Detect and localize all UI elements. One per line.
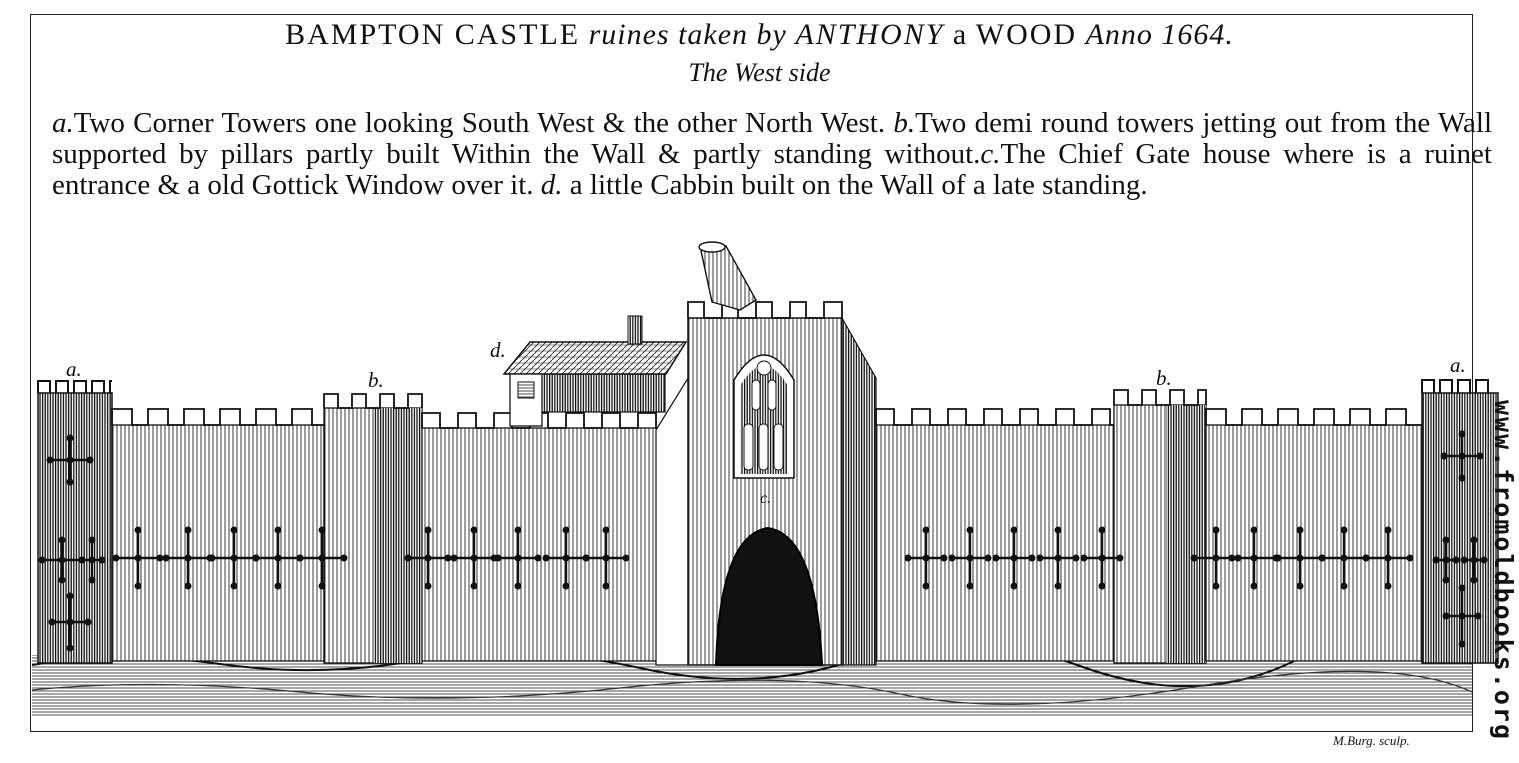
legend-text-c: The Chief Gate house where is a ruinet entrance & a old Gottick Window over it. xyxy=(52,138,1492,201)
title-year: Anno 1664. xyxy=(1085,18,1234,51)
label-c: c. xyxy=(760,490,772,507)
title-author-last: WOOD xyxy=(975,18,1078,51)
label-b-right: b. xyxy=(1156,366,1172,390)
legend-text-a: Two Corner Towers one looking South West & the other North West. xyxy=(73,107,886,139)
label-a-right: a. xyxy=(1450,353,1466,377)
label-a-left: a. xyxy=(66,357,82,381)
left-demi-round-tower xyxy=(324,394,422,663)
left-inner-wall xyxy=(422,413,666,661)
title-author-particle: a xyxy=(952,18,968,51)
legend-text-b: Two demi round towers jetting out from the Wall supported by pillars partly built Within the Wall & partly standing without. xyxy=(52,107,1493,170)
title-castle-name: BAMPTON CASTLE xyxy=(285,18,581,51)
engraving-subtitle: The West side xyxy=(688,58,831,87)
cabin-on-wall xyxy=(504,316,686,426)
left-curtain-wall xyxy=(112,409,324,661)
label-d: d. xyxy=(490,338,506,362)
site-watermark: www.fromoldbooks.org xyxy=(1489,400,1518,742)
right-inner-wall xyxy=(876,409,1114,661)
engraver-signature: M.Burg. sculp. xyxy=(1333,733,1410,748)
gate-house xyxy=(656,242,876,665)
right-demi-round-tower xyxy=(1114,390,1206,663)
legend-key-b: b. xyxy=(893,107,916,139)
legend-key-a: a. xyxy=(52,107,74,139)
label-b-left: b. xyxy=(368,368,384,392)
legend-key-c: c. xyxy=(980,138,1001,170)
title-author-first: ANTHONY xyxy=(795,18,945,51)
legend-text-d: a little Cabbin built on the Wall of a late standing. xyxy=(569,169,1148,201)
right-curtain-wall xyxy=(1206,409,1422,661)
title-ruines-taken-by: ruines taken by xyxy=(588,18,787,51)
legend-key-d: d. xyxy=(540,169,563,201)
